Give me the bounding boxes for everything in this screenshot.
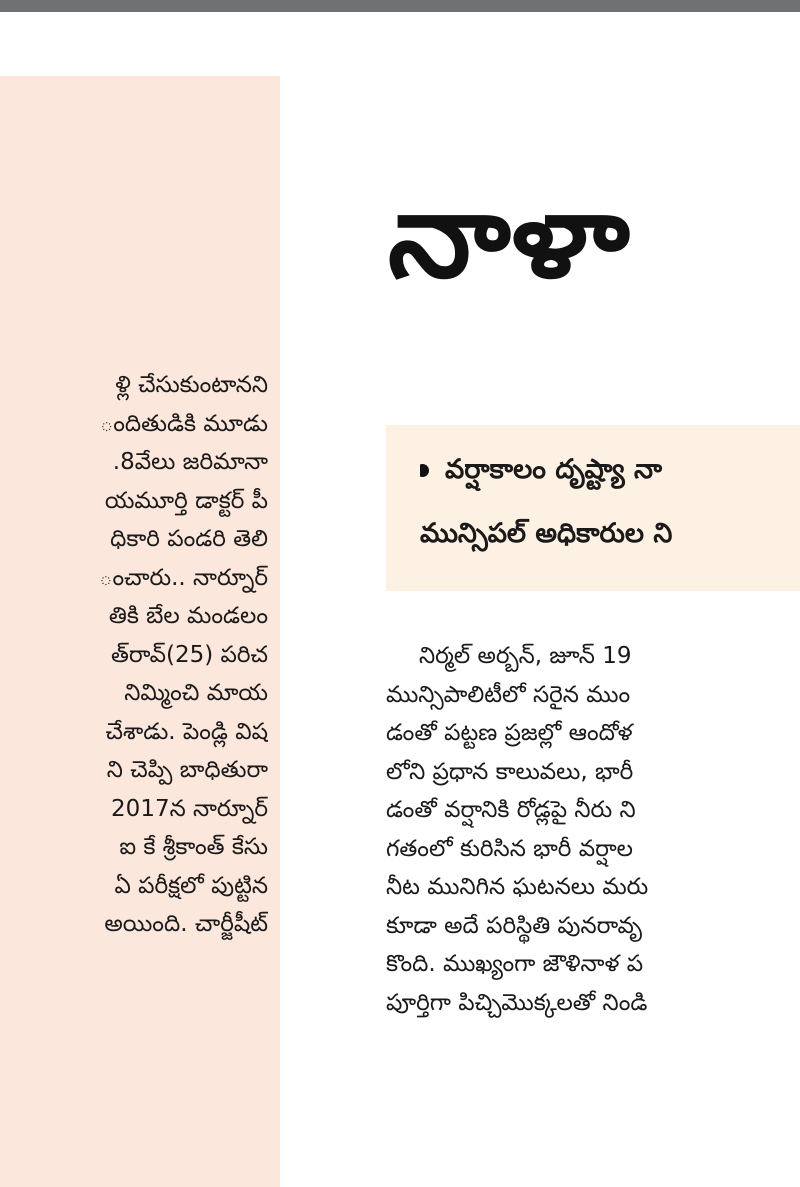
- text-line: పూర్తిగా పిచ్చిమొక్కలతో నిండి: [386, 989, 648, 1016]
- text-line: 2017న నార్నూర్: [111, 795, 268, 822]
- text-line: డంతో పట్టణ ప్రజల్లో ఆందోళ: [386, 720, 633, 746]
- text-line: .8వేలు జరిమానా: [112, 449, 268, 475]
- text-line: నీట మునిగిన ఘటనలు మరు: [386, 874, 649, 900]
- subheading-line: వర్షాకాలం దృష్ట్యా నా: [445, 454, 663, 485]
- text-line: కూడా అదే పరిస్థితి పునరావృ: [386, 912, 642, 939]
- text-line: ంచారు.. నార్నూర్: [99, 564, 268, 591]
- bullet-icon: [420, 464, 429, 477]
- text-line: మున్సిపాలిటీలో సరైన ముం: [386, 681, 631, 708]
- text-line: ఏ పరీక్షలో పుట్టిన: [114, 872, 268, 899]
- text-line: యమూర్తి డాక్టర్ పీ: [104, 487, 268, 514]
- text-line: ని చెప్పి బాధితురా: [106, 757, 268, 783]
- top-border: [0, 0, 800, 12]
- text-line: నిమ్మించి మాయ: [124, 680, 268, 706]
- text-line: డంతో వర్షానికి రోడ్లపై నీరు ని: [386, 797, 636, 823]
- text-line: త్‌రావ్(25) పరిచ: [111, 641, 268, 668]
- text-line: నిర్మల్ అర్బన్, జూన్ 19: [419, 643, 632, 669]
- article-headline: నాళా: [388, 166, 630, 304]
- text-line: కొంది. ముఖ్యంగా జౌళినాళ ప: [386, 951, 644, 977]
- text-line: ధికారి పండరి తెలి: [110, 526, 268, 552]
- text-line: లోని ప్రధాన కాలువలు, భారీ: [386, 758, 634, 785]
- text-line: అయింది. చార్జీషీట్: [104, 911, 268, 937]
- text-line: తికి బేల మండలం: [108, 603, 268, 629]
- text-line: ఐ కే శ్రీకాంత్ కేసు: [119, 834, 268, 860]
- article-subheading: [420, 438, 800, 566]
- text-line: ళ్లి చేసుకుంటానని: [115, 372, 268, 398]
- text-line: గతంలో కురిసిన భారీ వర్షాల: [386, 835, 633, 862]
- left-column-text: [0, 366, 268, 944]
- article-body: [386, 637, 800, 1022]
- subheading-line: మున్సిపల్ అధికారుల ని: [420, 518, 673, 549]
- text-line: ందితుడికి మూడు: [99, 410, 268, 437]
- text-line: చేశాడు. పెండ్లి విష: [105, 718, 268, 745]
